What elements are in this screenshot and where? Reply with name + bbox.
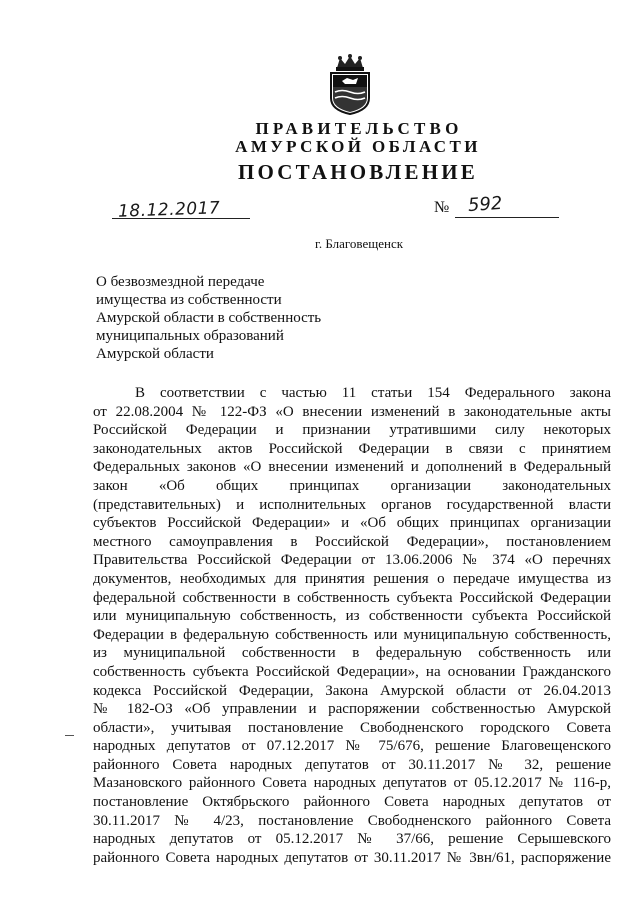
body-line: из муниципальной собственности в федеральную собственность или <box>93 645 611 662</box>
body-line: закон «Об общих принципах организации законодательных <box>93 477 611 494</box>
body-line: документов, необходимых для принятия решения о передаче имущества из <box>93 570 611 587</box>
margin-mark <box>65 735 74 736</box>
body-line: районного Совета народных депутатов от 30.11.2017 № 32, решение <box>93 756 611 773</box>
subject-line: О безвозмездной передаче <box>96 274 265 290</box>
body-line: (представительных) и исполнительных органов государственной власти <box>93 496 611 513</box>
body-line: Российской Федерации и признании утратившими силу некоторых <box>93 422 611 439</box>
body-line: местного самоуправления в Российской Федерации», постановлением <box>93 533 611 550</box>
body-line: субъектов Российской Федерации» и «Об общих принципах организации <box>93 515 611 532</box>
body-line: народных депутатов от 05.12.2017 № 37/66, решение Серышевского <box>93 831 611 848</box>
subject-line: Амурской области в собственность <box>96 310 322 326</box>
number-label: № <box>434 199 450 216</box>
handwritten-number: 592 <box>467 192 504 217</box>
body-line: постановление Октябрьского районного Совета народных депутатов от <box>93 794 611 811</box>
subject-line: муниципальных образований <box>96 328 284 344</box>
number-underline <box>455 217 559 218</box>
government-title: ПРАВИТЕЛЬСТВО <box>255 119 463 138</box>
body-line: № 182-ОЗ «Об управлении и распоряжении собственностью Амурской <box>93 701 611 718</box>
body-line: собственность субъекта Российской Федерации», на основании Гражданского <box>93 663 611 680</box>
body-line: кодекса Российской Федерации, Закона Амурской области от 26.04.2013 <box>93 682 611 699</box>
body-line: районного Совета народных депутатов от 30.11.2017 № 3вн/61, распоряжение <box>93 849 611 866</box>
document-subject <box>96 273 321 363</box>
body-line: законодательных актов Российской Федерации в связи с принятием <box>93 440 611 457</box>
body-line: 30.11.2017 № 4/23, постановление Свободненского районного Совета <box>93 812 611 829</box>
region-title: АМУРСКОЙ ОБЛАСТИ <box>235 137 481 156</box>
city-name: г. Благовещенск <box>314 236 404 251</box>
date-underline <box>112 218 250 219</box>
subject-line: имущества из собственности <box>96 292 282 308</box>
handwritten-date: 18.12.2017 <box>117 198 221 222</box>
body-line: области», учитывая постановление Свободненского городского Совета <box>93 719 611 736</box>
document-type-title: ПОСТАНОВЛЕНИЕ <box>237 160 479 184</box>
body-line: Федерации в федеральную собственность или муниципальную собственность, <box>93 626 611 643</box>
body-line: федеральной собственности в собственность субъекта Российской Федерации <box>93 589 611 606</box>
body-line: или муниципальную собственность, из собственности субъекта Российской <box>93 608 611 625</box>
body-line: Федеральных законов «О внесении изменений и дополнений в Федеральный <box>93 459 611 476</box>
body-line: В соответствии с частью 11 статьи 154 Федерального закона <box>135 385 611 401</box>
body-line: Правительства Российской Федерации от 13.06.2006 № 374 «О перечнях <box>93 552 611 569</box>
subject-line: Амурской области <box>96 346 214 362</box>
body-paragraph <box>93 384 611 867</box>
body-line: народных депутатов от 07.12.2017 № 75/676, решение Благовещенского <box>93 738 611 755</box>
body-line: Мазановского районного Совета народных депутатов от 05.12.2017 № 116-р, <box>93 775 611 792</box>
body-line: от 22.08.2004 № 122-ФЗ «О внесении изменений в законодательные акты <box>93 403 611 420</box>
amur-region-coat-of-arms-icon <box>327 54 373 116</box>
